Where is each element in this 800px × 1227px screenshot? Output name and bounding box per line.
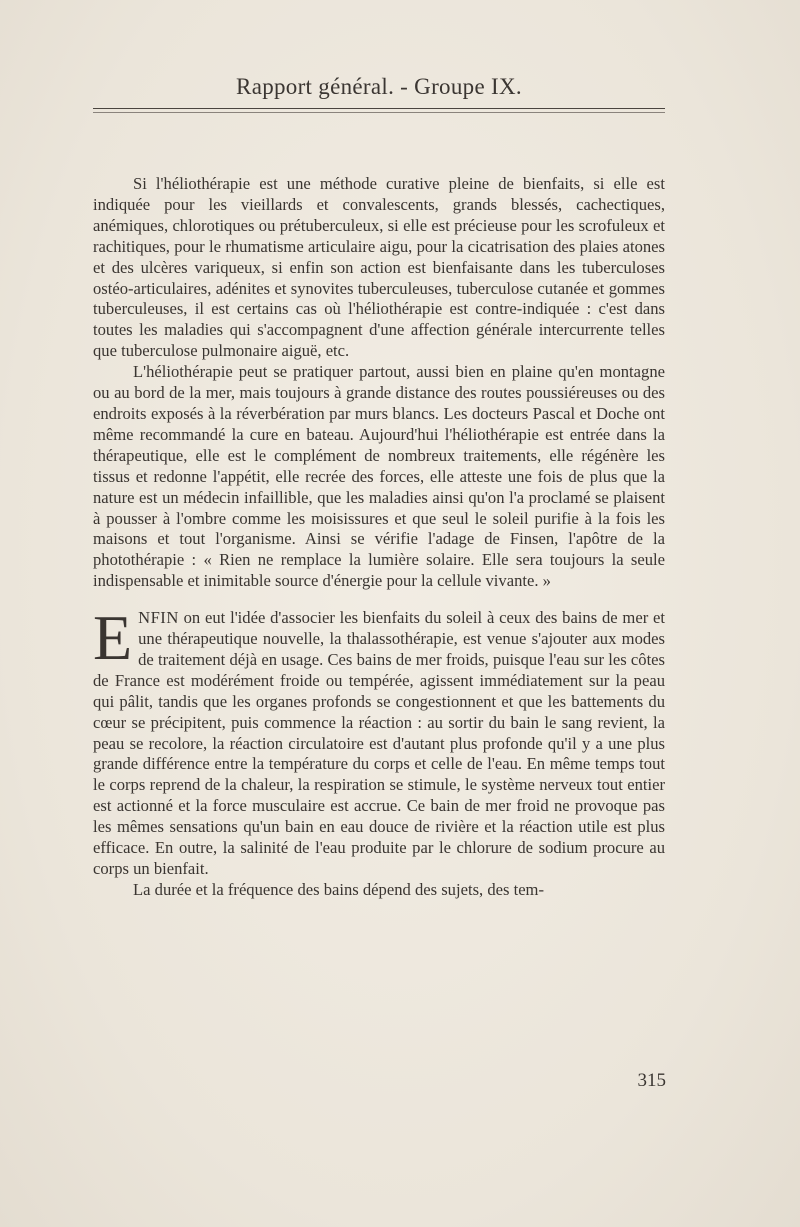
header-rule bbox=[93, 108, 665, 109]
header-rule-thin bbox=[93, 112, 665, 113]
dropcap-lead-word: NFIN bbox=[138, 608, 179, 628]
paragraph-thalassotherapy bbox=[93, 602, 665, 880]
paragraph-heliotherapy-practice: L'héliothérapie peut se pratiquer partout, aussi bien en plaine qu'en montagne ou au bord de la mer, mais toujours à grande distance des routes poussiéreuses ou des endroits exposés à la réverbération par murs blancs. Les docteurs Pascal et Doche ont même recommandé la cure en bateau. Aujourd'hui l'héliothérapie est entrée dans la thérapeutique, elle est le complément de nombreux traitements, elle régénère les tissus et redonne l'appétit, elle recrée des forces, elle atteste une fois de plus que la nature est un médecin infaillible, que les maladies ainsi qu'on l'a proclamé se plaisent à pousser à l'ombre comme les moisissures et que seul le soleil purifie à la fois les maisons et tout l'organisme. Ainsi se vérifie l'adage de Finsen, l'apôtre de la photothérapie : « Rien ne remplace la lumière solaire. Elle sera toujours la seule indispensable et inimitable source d'énergie pour la cellule vivante. » bbox=[93, 362, 665, 591]
page-number: 315 bbox=[637, 1070, 666, 1091]
paragraph-bath-duration: La durée et la fréquence des bains dépend des sujets, des tem- bbox=[133, 879, 544, 899]
paragraph-heliotherapy-indications: Si l'héliothérapie est une méthode curative pleine de bienfaits, si elle est indiquée pour les vieillards et convalescents, grands blessés, cachectiques, anémiques, chlorotiques ou prétuberculeux, si elle est précieuse pour les scrofuleux et rachitiques, pour le rhumatisme articulaire aigu, pour la cicatrisation des plaies atones et des ulcères variqueux, si enfin son action est bienfaisante dans les tuberculoses ostéo-articulaires, adénites et synovites tuberculeuses, tuberculose cutanée et gommes tuberculeuses, il est certains cas où l'héliothérapie est contre-indiquée : c'est dans toutes les maladies qui s'accompagnent d'une affection générale intercurrente telles que tuberculose pulmonaire aiguë, etc. bbox=[93, 174, 665, 361]
body-text bbox=[93, 174, 665, 901]
dropcap-letter: E bbox=[93, 602, 133, 674]
paragraph-thalassotherapy-text: on eut l'idée d'associer les bienfaits du soleil à ceux des bains de mer et une thérapeutique nouvelle, la thalassothérapie, est venue s'ajouter aux modes de traitement déjà en usage. Ces bains de mer froids, puisque l'eau sur les côtes de France est modérément froide ou tempérée, agissent immédiatement sur la peau qui pâlit, tandis que les organes profonds se congestionnent et que les battements du cœur se précipitent, puis commence la réaction : au sortir du bain le sang revient, la peau se recolore, la réaction circulatoire est d'autant plus profonde qu'il y a une plus grande différence entre la température du corps et celle de l'eau. En même temps tout le corps reprend de la chaleur, la respiration se stimule, le système nerveux tout entier est actionné et la force musculaire est accrue. Ce bain de mer froid ne provoque pas les mêmes sensations qu'un bain en eau douce de rivière et la réaction utile est plus efficace. En outre, la salinité de l'eau produite par le chlorure de sodium procure au corps un bienfait. bbox=[93, 608, 665, 878]
running-header: Rapport général. - Groupe IX. bbox=[236, 74, 522, 99]
